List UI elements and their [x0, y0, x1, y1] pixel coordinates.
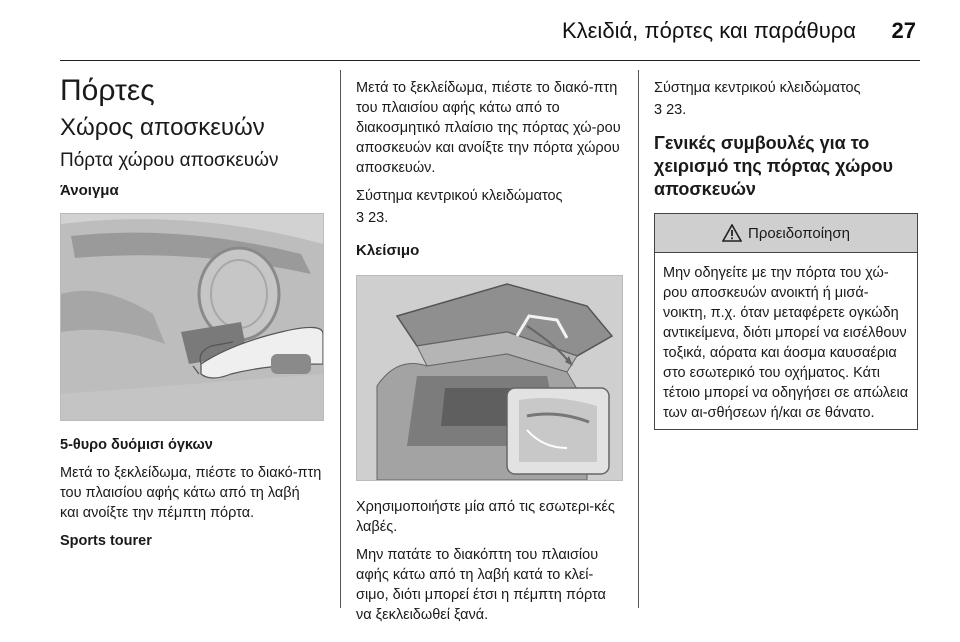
column-middle — [356, 78, 621, 633]
subsection-heading: Χώρος αποσκευών — [60, 114, 265, 141]
tailgate-handle-illustration — [61, 214, 323, 420]
topic-heading: Πόρτα χώρου αποσκευών — [60, 150, 279, 171]
figure-tailgate-open — [356, 275, 623, 481]
closing-heading: Κλείσιμο — [356, 242, 420, 259]
warning-title: Προειδοποίηση — [748, 224, 850, 242]
tailgate-open-illustration — [357, 276, 622, 480]
warning-icon — [722, 224, 742, 242]
paragraph: Μετά το ξεκλείδωμα, πιέστε το διακό-πτη του πλαισίου αφής κάτω από το διακοσμητικό πλαίσιο της πόρτας χώ-ρου αποσκευών και ανοίξτε την πόρτα χώρου αποσκευών. — [356, 80, 621, 176]
column-left — [60, 70, 322, 559]
paragraph: Μετά το ξεκλείδωμα, πιέστε το διακό-πτη του πλαισίου αφής κάτω από τη λαβή και ανοίξτε την πέμπτη πόρτα. — [60, 465, 322, 521]
page-number: 27 — [891, 18, 916, 43]
chapter-title: Κλειδιά, πόρτες και παράθυρα — [561, 18, 856, 43]
column-divider — [340, 70, 341, 608]
variant-heading-sports-tourer: Sports tourer — [60, 533, 152, 549]
paragraph: Μην πατάτε το διακόπτη του πλαισίου αφής κάτω από τη λαβή κατά το κλεί-σιμο, διότι μπορεί έτσι η πέμπτη πόρτα να ξεκλειδωθεί ξανά. — [356, 547, 606, 623]
warning-box — [654, 213, 918, 430]
reference-text: Σύστημα κεντρικού κλειδώματος — [654, 80, 861, 96]
figure-tailgate-handle — [60, 213, 324, 421]
column-divider — [638, 70, 639, 608]
paragraph: Χρησιμοποιήστε μία από τις εσωτερι-κές λαβές. — [356, 499, 615, 535]
page-header — [60, 0, 920, 61]
tips-heading: Γενικές συμβουλές για το χειρισμό της πόρτας χώρου αποσκευών — [654, 133, 893, 199]
warning-header — [655, 214, 917, 253]
variant-heading-hatchback: 5-θυρο δυόμισι όγκων — [60, 437, 213, 453]
column-right — [654, 78, 918, 430]
opening-heading: Άνοιγμα — [60, 182, 119, 199]
reference-text: Σύστημα κεντρικού κλειδώματος — [356, 188, 563, 204]
section-heading: Πόρτες — [60, 74, 155, 107]
warning-text: Μην οδηγείτε με την πόρτα του χώ-ρου αποσκευών ανοικτή ή μισά-νοικτη, π.χ. όταν μεταφέρετε ογκώδη αντικείμενα, διότι μπορεί να εισέλθουν τοξικά, αόρατα και άοσμα καυσαέρια στο εσωτερικό του οχήματος. Κάτι τέτοιο μπορεί να οδηγήσει σε απώλεια των αι-σθήσεων ή/και σε θάνατο. — [663, 265, 909, 421]
page-reference: 3 23. — [654, 102, 687, 118]
page-reference: 3 23. — [356, 210, 389, 226]
